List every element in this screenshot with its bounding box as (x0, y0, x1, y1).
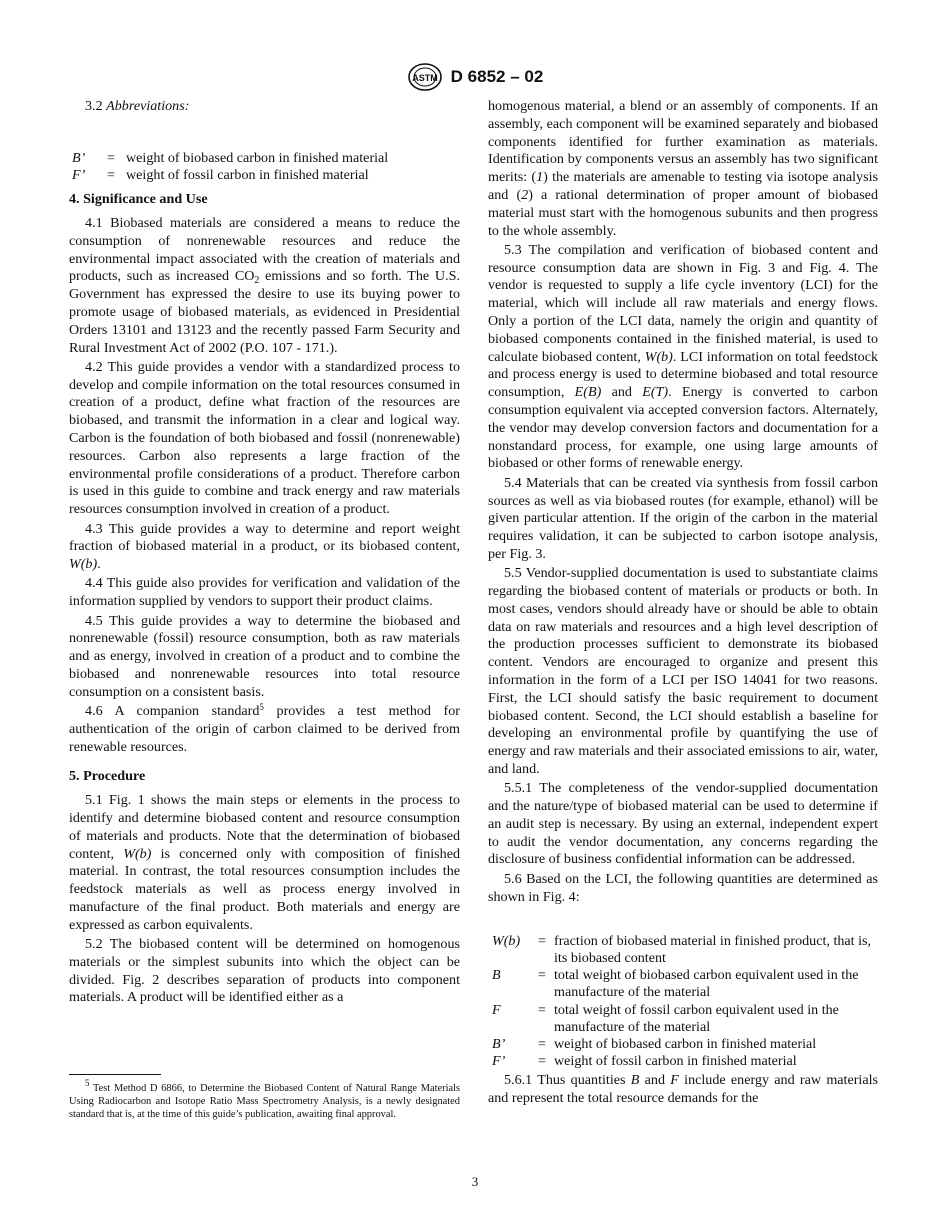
paragraph-5-1: 5.1 Fig. 1 shows the main steps or elements in the process to identify and determine biobased content and resource consumption of materials and products. Note that the determination of biobased content, W(b) is concerned only with composition of finished material. In contrast, the total resources consumption includes the feedstock materials as well as process energy involved in manufacture of the final product. Both materials and energy are expressed as carbon equivalents. (69, 792, 460, 933)
abbreviation-row: B’ = weight of biobased carbon in finished material (72, 149, 389, 166)
paragraph-4-5: 4.5 This guide provides a way to determine the biobased and nonrenewable (fossil) resource consumption, both as raw materials and as energy, involved in creation of a product and to combine the biobased and nonrenewable resources into total resource consumption on a consistent basis. (69, 612, 460, 700)
quantity-row: B’ = weight of biobased carbon in finished material (492, 1036, 817, 1053)
abbreviation-row: F’ = weight of fossil carbon in finished material (72, 167, 369, 183)
footnote-ref: 5 (259, 702, 264, 713)
section-5-heading: 5. Procedure (69, 768, 146, 785)
footnote-divider (69, 1074, 161, 1075)
paragraph-5-6-1: 5.6.1 Thus quantities B and F include energy and raw materials and represent the total resource demands for the (488, 1072, 878, 1107)
quantities-list (488, 933, 878, 1071)
standard-designation: D 6852 – 02 (450, 67, 544, 86)
svg-text:ASTM: ASTM (411, 73, 438, 83)
astm-logo-icon (407, 62, 443, 92)
abbreviations-heading: 3.2 Abbreviations: (85, 98, 190, 114)
paragraph-5-3: 5.3 The compilation and verification of biobased content and resource consumption data are shown in Fig. 3 and Fig. 4. The vendor is requested to supply a life cycle inventory (LCI) for the material, which will include all raw materials and energy flows. Only a portion of the LCI data, namely the origin and quantity of biobased components contained in the finished material, is used to calculate biobased content, W(b). LCI information on total feedstock and process energy is used to determine biobased and total resource consumption, E(B) and E(T). Energy is converted to carbon consumption equivalent via accepted conversion factors. Alternately, the vendor may develop conversion factors and documentation for a nonstandard process, for example, one using large amounts of biobased or other forms of renewable energy. (488, 241, 878, 472)
quantity-row: B = total weight of biobased carbon equivalent used in the manufacture of the material (492, 967, 859, 1001)
paragraph-5-4: 5.4 Materials that can be created via synthesis from fossil carbon sources as well as via biobased routes (for example, ethanol) will be given particular attention. If the origin of the carbon in the material requires validation, it can be subjected to carbon isotope analysis, per Fig. 3. (488, 474, 878, 562)
paragraph-5-5: 5.5 Vendor-supplied documentation is used to substantiate claims regarding the biobased content of materials or products or both. In most cases, vendors should already have or should be able to obtain data on raw materials and resources and a high level description of the production processes sufficient to demonstrate its biobased content. Vendors are encouraged to organize and present this information in the form of a LCI per ISO 14041 for two reasons. First, the LCI should satisfy the basic requirement to document biobased content. Second, the LCI should establish a baseline for developing an environmental profile by quantifying the use of energy and raw materials and their associated emissions to air, water, and land. (488, 565, 878, 777)
paragraph-4-6: 4.6 A companion standard$^5$ provides a test method for authentication of the origin of carbon claimed to be derived from renewable resources. (69, 702, 460, 755)
page-number: 3 (471, 1174, 479, 1189)
paragraph-5-2: 5.2 The biobased content will be determined on homogenous materials or the simplest subunits into which the object can be divided. Fig. 2 describes separation of products into component materials. A product will be identified either as a (69, 936, 460, 1006)
page-header (0, 62, 950, 92)
footnote: $^5$ Test Method D 6866, to Determine the Biobased Content of Natural Range Materials Using Radiocarbon and Isotope Ratio Mass Spectrometry Analysis, is a newly designated standard that is, at the time of this guide’s publication, awaiting final approval. (69, 1082, 460, 1121)
quantity-row: F’ = weight of fossil carbon in finished material (492, 1053, 797, 1070)
paragraph-5-5-1: 5.5.1 The completeness of the vendor-supplied documentation and the nature/type of biobased material can be used to determine if an audit step is necessary. By using an external, independent expert to audit the vendor documentation, any concerns regarding the disclosure of business confidential information can be addressed. (488, 780, 878, 868)
paragraph-5-2-continued: homogenous material, a blend or an assembly of components. If an assembly, each component will be examined separately and biobased components identified for further examination as materials. Identification by components versus an assembly has two significant merits: (1) the materials are amenable to testing via isotope analysis and (2) a rational determination of proper amount of biobased material must start with the homogenous subunits and then progress to the whole assembly. (488, 98, 878, 239)
quantity-row: W(b) = fraction of biobased material in finished product, that is, its biobased content (492, 932, 872, 967)
paragraph-4-1: 4.1 Biobased materials are considered a means to reduce the consumption of nonrenewable resources and reduce the environmental impact associated with the creation of materials and products, such as increased $CO_2$ emissions and so forth. The U.S. Government has expressed the desire to use its buying power to promote usage of biobased materials, as evidenced in Presidential Orders 13101 and 13123 and the recently passed Farm Security and Rural Investment Act of 2002 (P.O. 107 - 171.). (69, 215, 460, 356)
paragraph-4-2: 4.2 This guide provides a vendor with a standardized process to develop and compile information on the total resources consumed in creation of a product, define what fraction of the resources are biobased, and transmit the information in a clear and logical way. Carbon is the foundation of both biobased and fossil (nonrenewable) resources. Carbon also represents a large fraction of the environmental profile considerations of a product. Therefore carbon is used in this guide to combine and track energy and raw materials resources consumption involved in creation of a product. (69, 358, 460, 518)
abbreviations-list (69, 150, 388, 184)
paragraph-5-6: 5.6 Based on the LCI, the following quantities are determined as shown in Fig. 4: (488, 870, 878, 905)
paragraph-4-3: 4.3 This guide provides a way to determine and report weight fraction of biobased material in a product, or its biobased content, W(b). (69, 520, 460, 573)
section-4-heading: 4. Significance and Use (69, 191, 208, 208)
quantity-row: F = total weight of fossil carbon equivalent used in the manufacture of the material (492, 1001, 839, 1035)
right-column (488, 98, 878, 1110)
paragraph-4-4: 4.4 This guide also provides for verification and validation of the information supplied by vendors to support their product claims. (69, 575, 460, 610)
left-column (69, 98, 460, 1009)
